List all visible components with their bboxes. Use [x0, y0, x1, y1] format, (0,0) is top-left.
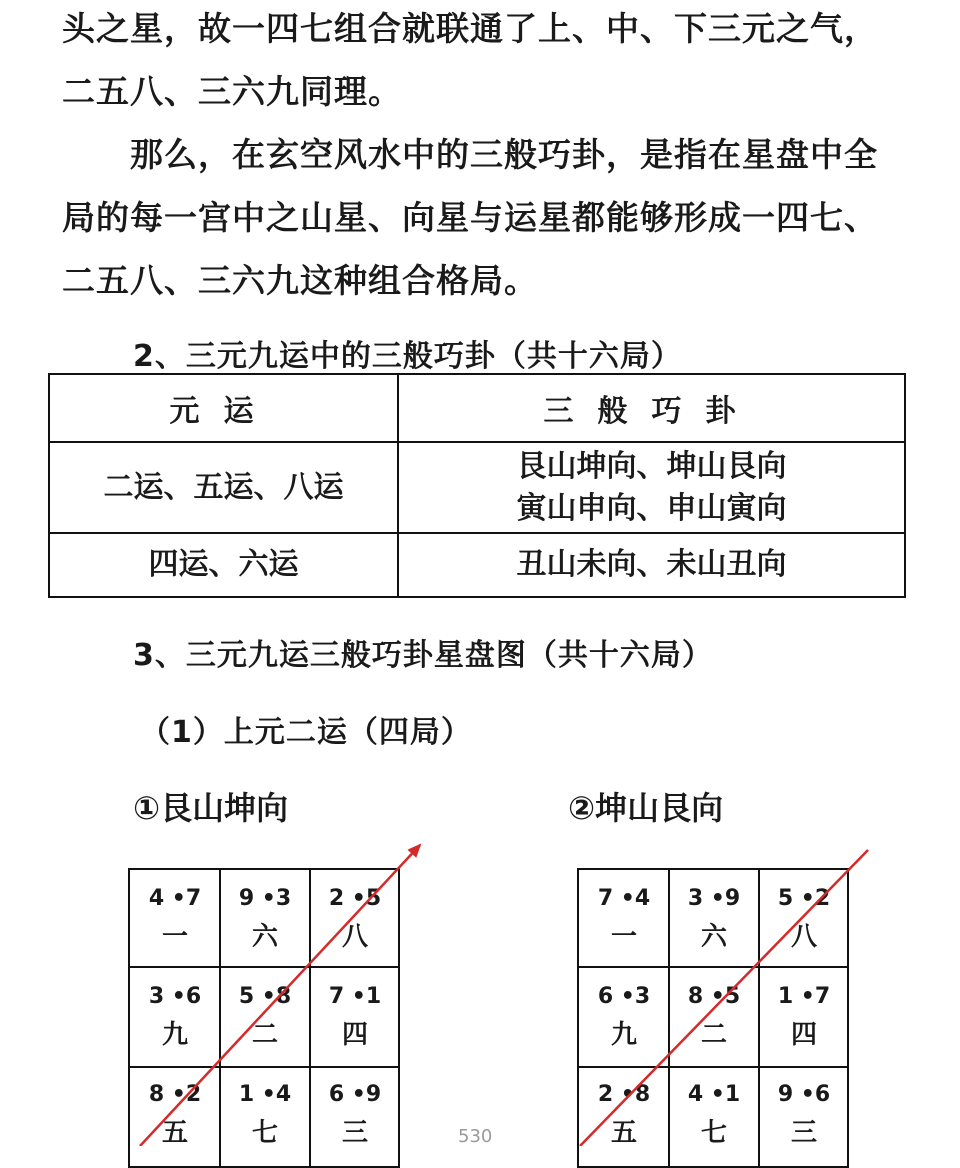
paragraph-line: 二五八、三六九这种组合格局。: [62, 261, 538, 300]
gua-line: 寅山申向、申山寅向: [516, 490, 787, 526]
page-number: 530: [458, 1126, 493, 1147]
mountain-facing-stars: 7 •4: [597, 886, 651, 911]
mountain-facing-stars: 2 •8: [597, 1082, 651, 1107]
mountain-facing-stars: 8 •5: [687, 984, 741, 1009]
gua-line: 丑山未向、未山丑向: [516, 547, 787, 582]
period-star: 四: [341, 1020, 368, 1050]
mountain-facing-stars: 8 •2: [148, 1082, 202, 1107]
period-star: 二: [251, 1020, 278, 1050]
period-star: 二: [700, 1020, 727, 1050]
period-star: 五: [610, 1118, 637, 1148]
paragraph-line: 二五八、三六九同理。: [62, 72, 402, 111]
period-star: 七: [700, 1118, 727, 1148]
period-star: 一: [610, 922, 637, 952]
period-star: 六: [251, 922, 278, 952]
chart-2-title: ②坤山艮向: [568, 789, 724, 827]
paragraph-line: 局的每一宫中之山星、向星与运星都能够形成一四七、: [62, 198, 878, 237]
period-star: 九: [161, 1020, 188, 1050]
mountain-facing-stars: 7 •1: [328, 984, 382, 1009]
paragraph-line: 头之星，故一四七组合就联通了上、中、下三元之气，: [62, 9, 878, 48]
period-star: 八: [790, 922, 817, 952]
row-yun: 四运、六运: [49, 533, 398, 597]
period-star: 四: [790, 1020, 817, 1050]
period-star: 六: [700, 922, 727, 952]
period-star: 一: [161, 922, 188, 952]
header-yuan-yun: 元运: [49, 374, 398, 442]
period-star: 三: [341, 1118, 368, 1148]
paragraph-line: 那么，在玄空风水中的三般巧卦，是指在星盘中全: [62, 135, 878, 174]
period-star: 八: [341, 922, 368, 952]
mountain-facing-stars: 3 •9: [687, 886, 741, 911]
period-star: 七: [251, 1118, 278, 1148]
mountain-facing-stars: 2 •5: [328, 886, 382, 911]
mountain-facing-stars: 4 •1: [687, 1082, 741, 1107]
mountain-facing-stars: 9 •6: [777, 1082, 831, 1107]
chart-1-title: ①艮山坤向: [133, 789, 289, 827]
mountain-facing-stars: 6 •3: [597, 984, 651, 1009]
mountain-facing-stars: 5 •8: [238, 984, 292, 1009]
mountain-facing-stars: 5 •2: [777, 886, 831, 911]
period-star: 五: [161, 1118, 188, 1148]
header-san-ban-qiao-gua: 三般巧卦: [398, 374, 905, 442]
diagonal-line-chart-2: [580, 850, 868, 1146]
mountain-facing-stars: 3 •6: [148, 984, 202, 1009]
row-yun: 二运、五运、八运: [49, 442, 398, 533]
mountain-facing-stars: 9 •3: [238, 886, 292, 911]
subsection-title: （1）上元二运（四局）: [140, 715, 472, 750]
mountain-facing-stars: 4 •7: [148, 886, 202, 911]
diagonal-arrow-chart-1: [140, 845, 420, 1146]
mountain-facing-stars: 6 •9: [328, 1082, 382, 1107]
period-star: 九: [610, 1020, 637, 1050]
mountain-facing-stars: 1 •7: [777, 984, 831, 1009]
mountain-facing-stars: 1 •4: [238, 1082, 292, 1107]
gua-line: 艮山坤向、坤山艮向: [516, 448, 787, 484]
period-star: 三: [790, 1118, 817, 1148]
section-3-title: 3、三元九运三般巧卦星盘图（共十六局）: [133, 638, 713, 673]
section-2-title: 2、三元九运中的三般巧卦（共十六局）: [133, 339, 682, 374]
